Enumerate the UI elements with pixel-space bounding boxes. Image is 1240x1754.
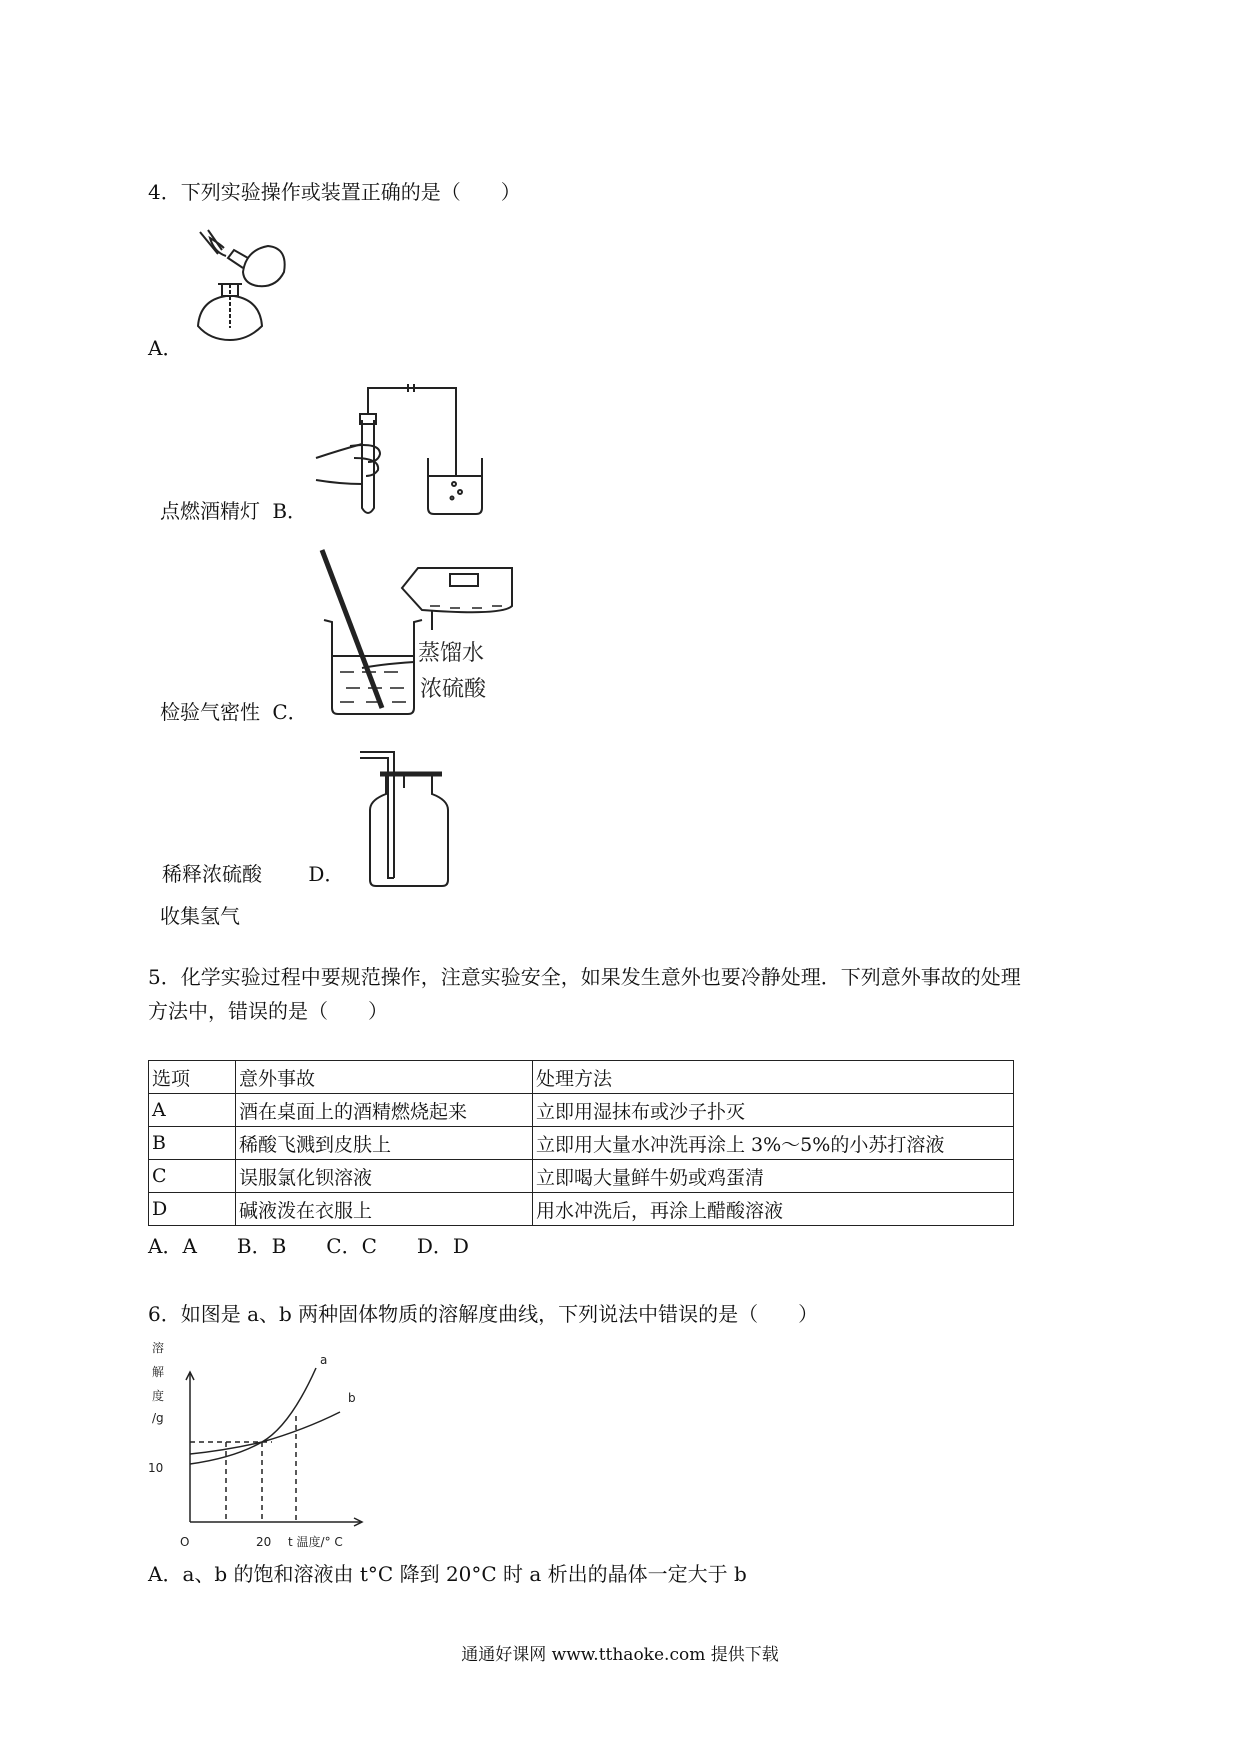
question-6-option-a: A．a、b 的饱和溶液由 t°C 降到 20°C 时 a 析出的晶体一定大于 b [148, 1562, 747, 1586]
table-header-cell: 处理方法 [533, 1061, 1014, 1094]
table-cell: 用水冲洗后，再涂上醋酸溶液 [533, 1193, 1014, 1226]
dilution-illustration [322, 548, 522, 718]
table-cell: 酒在桌面上的酒精燃烧起来 [236, 1094, 533, 1127]
option-a-letter: A． [148, 336, 183, 360]
table-cell: D [149, 1193, 236, 1226]
label-distilled-water: 蒸馏水 [418, 641, 485, 666]
table-cell: C [149, 1160, 236, 1193]
label-concentrated-acid: 浓硫酸 [420, 677, 487, 702]
option-d-caption [162, 860, 344, 888]
table-header-cell: 选项 [149, 1061, 236, 1094]
table-cell: 碱液泼在衣服上 [236, 1193, 533, 1226]
table-cell: 立即用湿抹布或沙子扑灭 [533, 1094, 1014, 1127]
curve-a-label: a [320, 1353, 328, 1367]
option-b-caption-text: 点燃酒精灯 [160, 499, 260, 523]
alcohol-lamp-illustration [188, 228, 298, 358]
table-header-cell: 意外事故 [236, 1061, 533, 1094]
origin-label: O [180, 1535, 190, 1549]
option-c-caption-text: 检验气密性 [160, 700, 260, 724]
question-5-stem-line1: 5．化学实验过程中要规范操作，注意实验安全，如果发生意外也要冷静处理．下列意外事故的处理 [148, 965, 1021, 989]
option-d-letter: D． [308, 862, 345, 886]
question-5-stem [148, 960, 1108, 1028]
y-label-char: 度 [152, 1389, 165, 1403]
option-d-caption-text: 稀释浓硫酸 [162, 862, 262, 886]
table-cell: A [149, 1094, 236, 1127]
x-tick-label: 20 [256, 1535, 272, 1549]
page-footer: 通通好课网 www.tthaoke.com 提供下载 [461, 1645, 779, 1665]
table-row [149, 1127, 1014, 1160]
curve-b-label: b [348, 1391, 356, 1405]
table-cell: 立即用大量水冲洗再涂上 3%～5%的小苏打溶液 [533, 1127, 1014, 1160]
table-cell: 立即喝大量鲜牛奶或鸡蛋清 [533, 1160, 1014, 1193]
table-header-row [149, 1061, 1014, 1094]
y-label-char: 解 [152, 1365, 165, 1379]
gas-collection-illustration [358, 748, 458, 888]
x-axis-label: t 温度/° C [288, 1535, 343, 1549]
airtightness-check-illustration [310, 380, 480, 520]
table-cell: 稀酸飞溅到皮肤上 [236, 1127, 533, 1160]
table-cell: B [149, 1127, 236, 1160]
option-d-after-text: 收集氢气 [160, 904, 240, 928]
option-c-caption [160, 698, 308, 726]
curve-a [190, 1368, 316, 1464]
table-row [149, 1094, 1014, 1127]
question-4-stem: 4．下列实验操作或装置正确的是（ ） [148, 180, 521, 204]
accident-table [148, 1060, 1014, 1226]
question-5-choices: A．A B．B C．C D．D [148, 1234, 469, 1258]
curve-b [190, 1412, 340, 1454]
option-c-letter: C． [272, 700, 308, 724]
option-b-letter: B． [272, 499, 308, 523]
table-cell: 误服氯化钡溶液 [236, 1160, 533, 1193]
question-5-stem-line2: 方法中，错误的是（ ） [148, 999, 388, 1023]
y-label-char: 溶 [152, 1341, 165, 1355]
y-label-char: /g [152, 1411, 164, 1425]
solubility-graph [144, 1338, 384, 1550]
option-b-caption [160, 497, 307, 525]
table-row [149, 1160, 1014, 1193]
table-row [149, 1193, 1014, 1226]
y-tick-label: 10 [148, 1461, 164, 1475]
question-6-stem: 6．如图是 a、b 两种固体物质的溶解度曲线，下列说法中错误的是（ ） [148, 1302, 819, 1326]
